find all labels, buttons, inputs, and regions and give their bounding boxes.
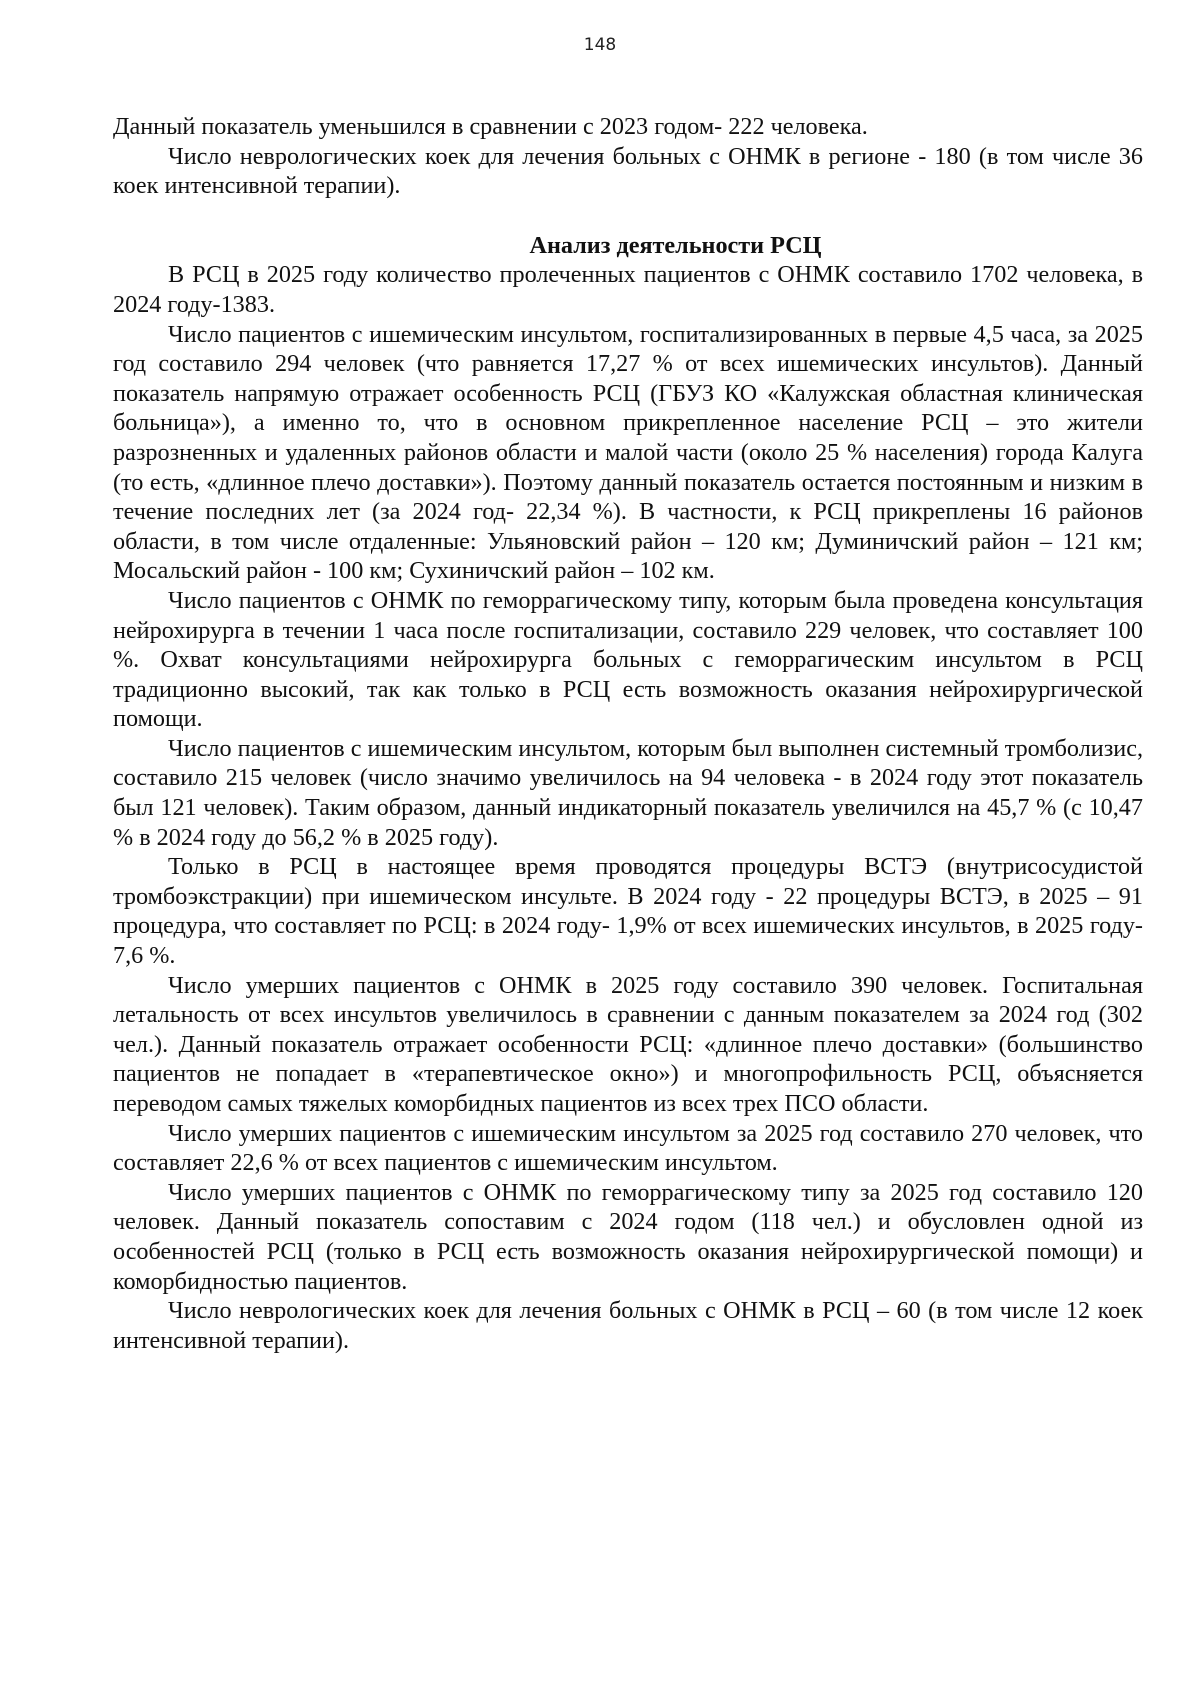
paragraph: Число умерших пациентов с ишемическим инсультом за 2025 год составило 270 человек, что составляет 22,6 % от всех пациентов с ишемическим инсультом.	[113, 1119, 1143, 1177]
section-heading: Анализ деятельности РСЦ	[529, 231, 822, 259]
paragraph: Число пациентов с ишемическим инсультом, которым был выполнен системный тромболизис, составило 215 человек (число значимо увеличилось на 94 человека - в 2024 году этот показатель был 121 человек). Таким образом, данный индикаторный показатель увеличился на 45,7 % (с 10,47 % в 2024 году до 56,2 % в 2025 году).	[113, 734, 1143, 851]
paragraph: Число пациентов с ОНМК по геморрагическому типу, которым была проведена консультация нейрохирурга в течении 1 часа после госпитализации, составило 229 человек, что составляет 100 %. Охват консультациями нейрохирурга больных с геморрагическим инсультом в РСЦ традиционно высокий, так как только в РСЦ есть возможность оказания нейрохирургической помощи.	[113, 586, 1143, 733]
paragraph-intro-1: Данный показатель уменьшился в сравнении с 2023 годом- 222 человека.	[113, 113, 868, 140]
paragraph: Число умерших пациентов с ОНМК в 2025 году составило 390 человек. Госпитальная летальность от всех инсультов увеличилось в сравнении с данным показателем за 2024 год (302 чел.). Данный показатель отражает особенности РСЦ: «длинное плечо доставки» (большинство пациентов не попадает в «терапевтическое окно») и многопрофильность РСЦ, объясняется переводом самых тяжелых коморбидных пациентов из всех трех ПСО области.	[113, 971, 1143, 1117]
document-body	[113, 112, 1143, 1355]
paragraph: В РСЦ в 2025 году количество пролеченных пациентов с ОНМК составило 1702 человека, в 2024 году-1383.	[113, 261, 1143, 318]
paragraph: Число неврологических коек для лечения больных с ОНМК в РСЦ – 60 (в том числе 12 коек интенсивной терапии).	[113, 1297, 1143, 1354]
paragraph-intro-2: Число неврологических коек для лечения больных с ОНМК в регионе - 180 (в том числе 36 коек интенсивной терапии).	[113, 142, 1143, 200]
paragraph: Только в РСЦ в настоящее время проводятся процедуры ВСТЭ (внутрисосудистой тромбоэкстракции) при ишемическом инсульте. В 2024 году - 22 процедуры ВСТЭ, в 2025 – 91 процедура, что составляет по РСЦ: в 2024 году- 1,9% от всех ишемических инсультов, в 2025 году- 7,6 %.	[113, 853, 1143, 970]
paragraph: Число пациентов с ишемическим инсультом, госпитализированных в первые 4,5 часа, за 2025 год составило 294 человек (что равняется 17,27 % от всех ишемических инсультов). Данный показатель напрямую отражает особенность РСЦ (ГБУЗ КО «Калужская областная клиническая больница»), а именно то, что в основном прикрепленное население РСЦ – это жители разрозненных и удаленных районов области и малой части (около 25 % населения) города Калуга (то есть, «длинное плечо доставки»). Поэтому данный показатель остается постоянным и низким в течение последних лет (за 2024 год- 22,34 %). В частности, к РСЦ прикреплены 16 районов области, в том числе отдаленные: Ульяновский район – 120 км; Думиничский район – 121 км; Мосальский район - 100 км; Сухиничский район – 102 км.	[113, 320, 1143, 585]
paragraph: Число умерших пациентов с ОНМК по геморрагическому типу за 2025 год составило 120 человек. Данный показатель сопоставим с 2024 годом (118 чел.) и обусловлен одной из особенностей РСЦ (только в РСЦ есть возможность оказания нейрохирургической помощи) и коморбидностью пациентов.	[113, 1178, 1143, 1295]
page-number: 148	[583, 35, 617, 55]
